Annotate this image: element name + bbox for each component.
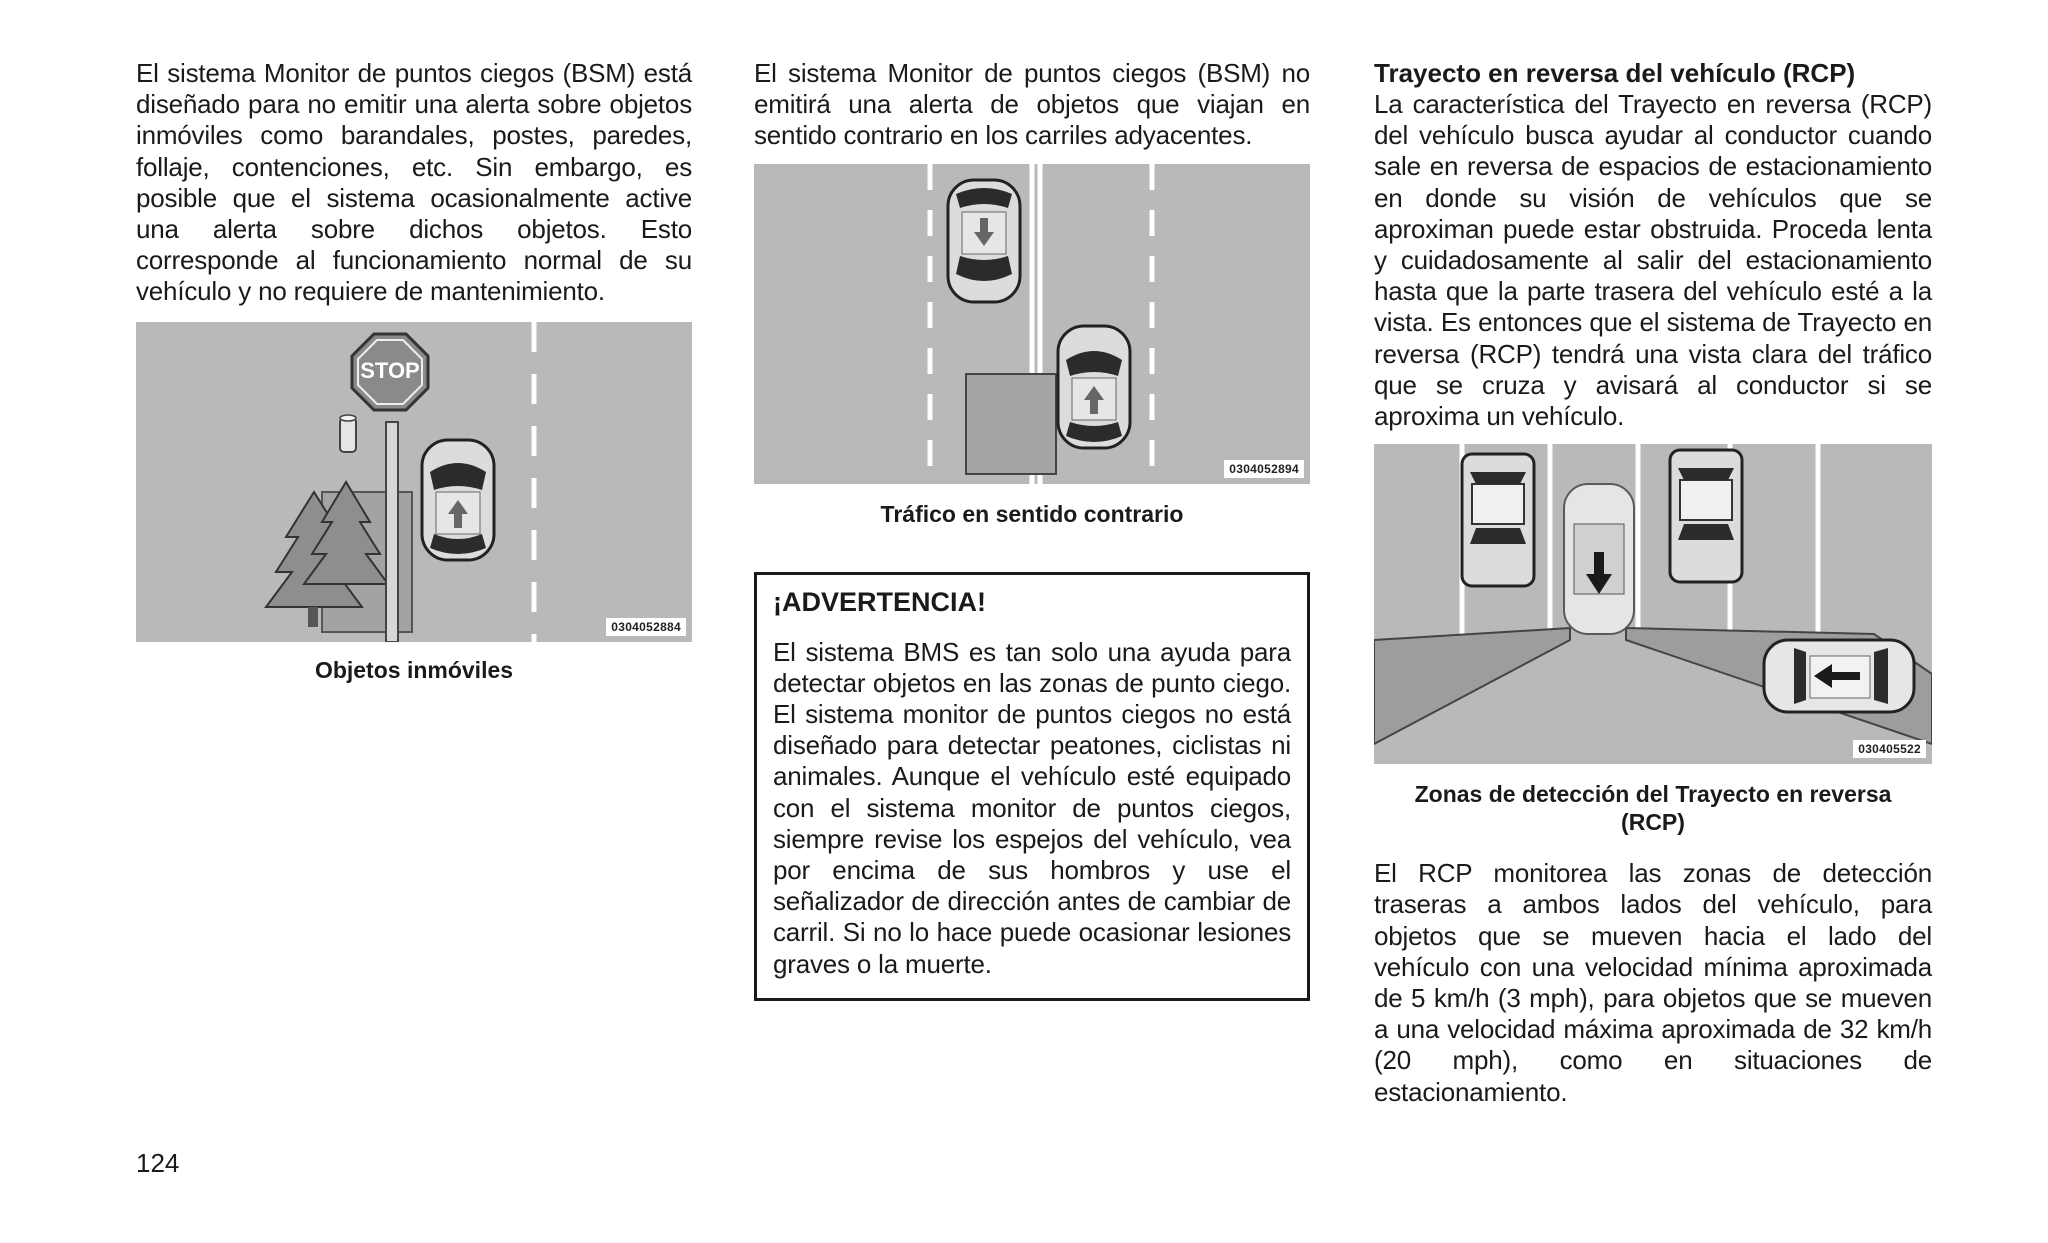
figure-id: 030405522	[1853, 740, 1926, 758]
column-middle	[754, 58, 1310, 1001]
figure-opposing-traffic	[754, 164, 1310, 484]
paragraph-stationary-objects: El sistema Monitor de puntos ciegos (BSM) está diseñado para no emitir una alerta sobre objetos inmóviles como barandales, postes, paredes, follaje, contenciones, etc. Sin embargo, es posible que el sistema ocasionalmente active una alerta sobre dichos objetos. Esto corresponde al funcionamiento normal de su vehículo y no requiere de mantenimiento.	[136, 58, 692, 307]
column-left	[136, 58, 692, 684]
figure-id: 0304052884	[606, 618, 686, 636]
warning-title: ¡ADVERTENCIA!	[773, 586, 986, 617]
column-right	[1374, 58, 1932, 1108]
section-heading-rcp: Trayecto en reversa del vehículo (RCP)	[1374, 58, 1856, 88]
caption-opposing-traffic: Tráfico en sentido contrario	[880, 500, 1184, 527]
figure-id: 0304052894	[1224, 460, 1304, 478]
paragraph-rcp-intro: La característica del Trayecto en reversa (RCP) del vehículo busca ayudar al conductor cuando sale en reversa de espacios de estacionamiento en donde su visión de vehículos que se aproximan puede estar obstruida. Proceda lenta y cuidadosamente al salir del estacionamiento hasta que la parte trasera del vehículo esté a la vista. Es entonces que el sistema de Trayecto en reversa (RCP) tendrá una vista clara del tráfico que se cruza y avisará al conductor si se aproxima un vehículo.	[1374, 89, 1932, 432]
figure-rcp-zones	[1374, 444, 1932, 764]
warning-text: El sistema BMS es tan solo una ayuda para detectar objetos en las zonas de punto ciego. El sistema monitor de puntos ciegos no está diseñado para detectar peatones, ciclistas ni animales. Aunque el vehículo esté equipado con el sistema monitor de puntos ciegos, siempre revise los espejos del vehículo, vea por encima de sus hombros y use el señalizador de dirección antes de cambiar de carril. Si no lo hace puede ocasionar lesiones graves o la muerte.	[773, 636, 1291, 979]
opposing-traffic-illustration	[754, 164, 1310, 484]
warning-box	[754, 572, 1310, 1001]
figure-stationary-objects	[136, 322, 692, 642]
paragraph-rcp-monitoring: El RCP monitorea las zonas de detección traseras a ambos lados del vehículo, para objetos que se mueven hacia el lado del vehículo con una velocidad mínima aproximada de 5 km/h (3 mph), para objetos que se mueven a una velocidad máxima aproximada de 32 km/h (20 mph), como en situaciones de estacionamiento.	[1374, 858, 1932, 1107]
page-number: 124	[136, 1148, 180, 1178]
rcp-zones-illustration	[1374, 444, 1932, 764]
stop-sign-label: STOP	[360, 357, 420, 383]
caption-rcp-zones: Zonas de detección del Trayecto en reversa (RCP)	[1414, 781, 1892, 836]
paragraph-opposing-traffic: El sistema Monitor de puntos ciegos (BSM) no emitirá una alerta de objetos que viajan en sentido contrario en los carriles adyacentes.	[754, 58, 1310, 151]
caption-stationary-objects: Objetos inmóviles	[314, 656, 514, 683]
